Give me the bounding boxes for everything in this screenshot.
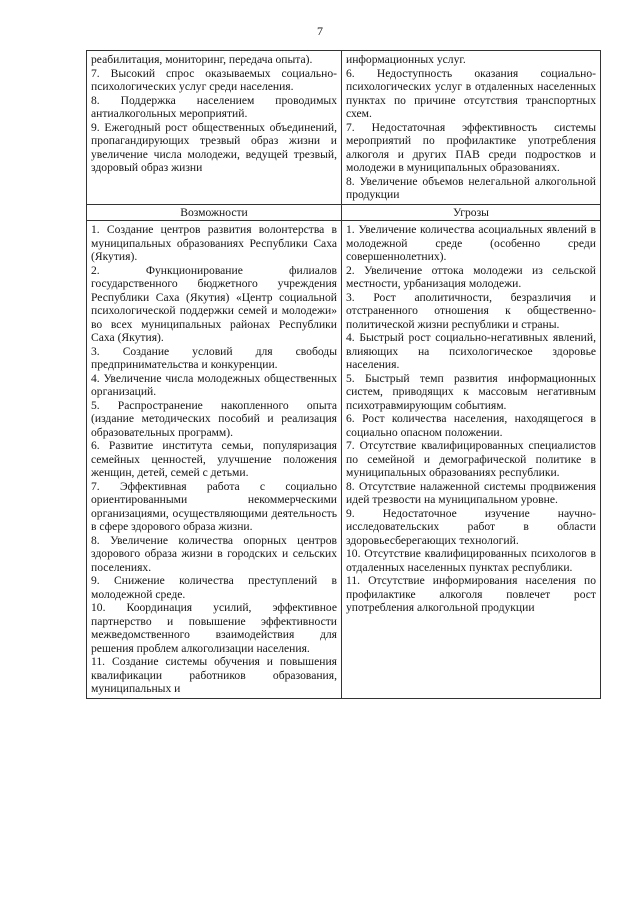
strengths-cell <box>87 51 342 205</box>
opportunities-header: Возможности <box>87 204 342 221</box>
header-row <box>87 204 601 221</box>
weaknesses-cell <box>342 51 601 205</box>
weaknesses-text: информационных услуг. 6. Недоступность оказания социально-психологических услуг в отдаленных населенных пунктах по причине отсутствия транспортных схем. 7. Недостаточная эффективность системы мероприятий по профилактике употребления алкоголя и других ПАВ среди подростков и молодежи в муниципальных образованиях. 8. Увеличение объемов нелегальной алкогольной продукции <box>346 53 596 201</box>
threats-text: 1. Увеличение количества асоциальных явлений в молодежной среде (особенно среди совершеннолетних). 2. Увеличение оттока молодежи из сельской местности, урбанизация молодежи. 3. Рост аполитичности, безразличия и отстраненного отношения к общественно-политической жизни республики и страны. 4. Быстрый рост социально-негативных явлений, влияющих на психологическое здоровье населения. 5. Быстрый темп развития информационных систем, приводящих к массовым негативным психотравмирующим событиям. 6. Рост количества населения, находящегося в социально опасном положении. 7. Отсутствие квалифицированных специалистов по семейной и демографической политике в муниципальных образованиях республики. 8. Отсутствие налаженной системы продвижения идей трезвости на муниципальном уровне. 9. Недостаточное изучение научно-исследовательских работ в области здоровьесберегающих технологий. 10. Отсутствие квалифицированных психологов в отдаленных населенных пунктах республики. 11. Отсутствие информирования населения по профилактике алкоголя повлечет рост употребления алкогольной продукции <box>346 223 596 614</box>
strengths-text: реабилитация, мониторинг, передача опыта). 7. Высокий спрос оказываемых социально-психологических услуг среди населения. 8. Поддержка населением проводимых антиалкогольных мероприятий. 9. Ежегодный рост общественных объединений, пропагандирующих трезвый образ жизни и увеличение числа молодежи, ведущей трезвый, здоровый образ жизни <box>91 53 337 174</box>
opportunities-text: 1. Создание центров развития волонтерства в муниципальных образованиях Республики Саха (Якутия). 2. Функционирование филиалов государственного бюджетного учреждения Республики Саха (Якутия) «Центр социальной психологической поддержки семей и молодежи» во всех муниципальных районах Республики Саха (Якутия). 3. Создание условий для свободы предпринимательства и конкуренции. 4. Увеличение числа молодежных общественных организаций. 5. Распространение накопленного опыта (издание методических пособий и реализация образовательных программ). 6. Развитие института семьи, популяризация семейных ценностей, улучшение положения женщин, детей, семей с детьми. 7. Эффективная работа с социально ориентированными некоммерческими организациями, осуществляющими деятельность в сфере здорового образа жизни. 8. Увеличение количества опорных центров здорового образа жизни в городских и сельских поселениях. 9. Снижение количества преступлений в молодежной среде. 10. Координация усилий, эффективное партнерство и повышение эффективности межведомственного взаимодействия для решения проблем алкоголизации населения. 11. Создание системы обучения и повышения квалификации работников образования, муниципальных и <box>91 223 337 695</box>
strengths-weaknesses-row <box>87 51 601 205</box>
opportunities-threats-row <box>87 221 601 699</box>
threats-cell <box>342 221 601 699</box>
threats-header: Угрозы <box>342 204 601 221</box>
opportunities-cell <box>87 221 342 699</box>
swot-table <box>86 50 601 699</box>
page-number: 7 <box>317 24 323 38</box>
